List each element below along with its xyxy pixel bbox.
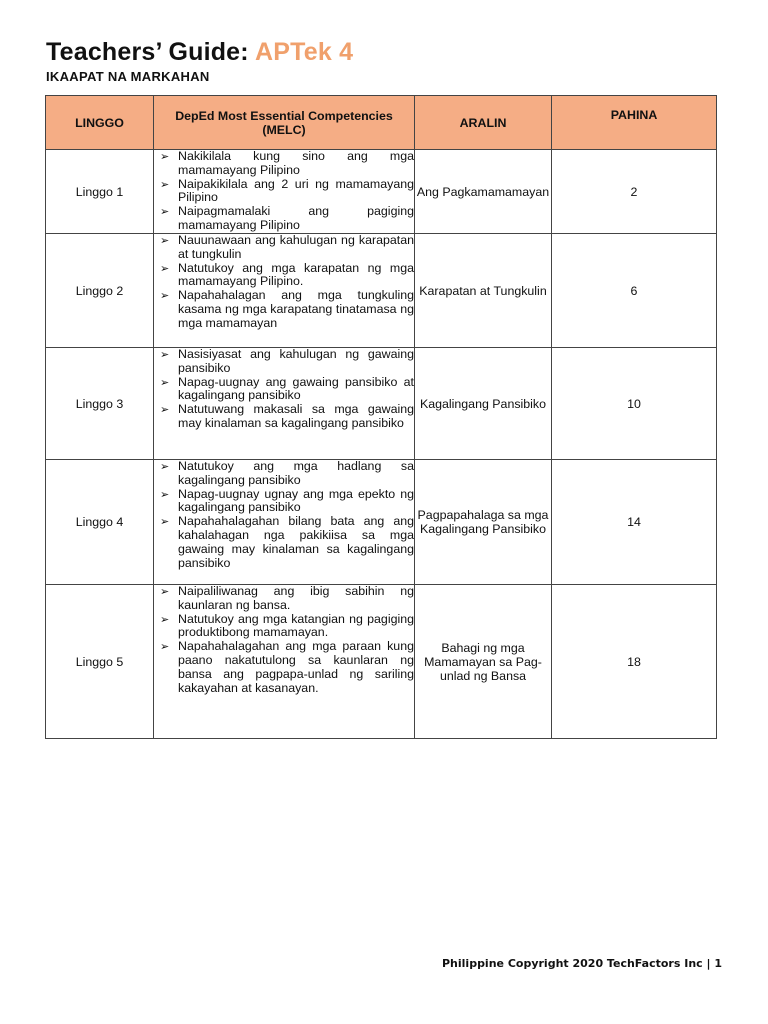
competencies-cell <box>154 234 415 348</box>
competency-item: ➢ Nauunawaan ang kahulugan ng karapatan at tungkulin <box>154 234 414 262</box>
pahina-cell: 10 <box>552 348 717 460</box>
competency-list <box>154 585 414 695</box>
table-row <box>46 234 717 348</box>
competency-item: ➢ Naipagmamalaki ang pagiging mamamayang Pilipino <box>154 205 414 233</box>
table-header-row <box>46 96 717 150</box>
competency-list <box>154 348 414 431</box>
competency-item: ➢ Natutukoy ang mga karapatan ng mga mamamayang Pilipino. <box>154 262 414 290</box>
week-cell: Linggo 2 <box>46 234 154 348</box>
pahina-cell: 18 <box>552 585 717 739</box>
aralin-cell: Ang Pagkamamamayan <box>415 150 552 234</box>
competency-item: ➢ Nasisiyasat ang kahulugan ng gawaing pansibiko <box>154 348 414 376</box>
curriculum-table <box>45 95 717 739</box>
week-cell: Linggo 5 <box>46 585 154 739</box>
pahina-cell: 6 <box>552 234 717 348</box>
competency-item: ➢ Naipaliliwanag ang ibig sabihin ng kaunlaran ng bansa. <box>154 585 414 613</box>
title-text: Teachers’ Guide: <box>46 38 256 66</box>
competency-item: ➢ Natutuwang makasali sa mga gawaing may kinalaman sa kagalingang pansibiko <box>154 403 414 431</box>
column-header-melc: DepEd Most Essential Competencies (MELC) <box>154 96 415 150</box>
competency-item: ➢ Nakikilala kung sino ang mga mamamayang Pilipino <box>154 150 414 178</box>
quarter-subtitle: IKAAPAT NA MARKAHAN <box>46 69 210 84</box>
pahina-cell: 14 <box>552 460 717 585</box>
aralin-cell: Pagpapahalaga sa mga Kagalingang Pansibiko <box>415 460 552 585</box>
competency-item: ➢ Napag-uugnay ugnay ang mga epekto ng kagalingang pansibiko <box>154 488 414 516</box>
page-title <box>46 38 353 67</box>
competency-item: ➢ Natutukoy ang mga hadlang sa kagalingang pansibiko <box>154 460 414 488</box>
competency-item: ➢ Napahahalagahan ang mga paraan kung paano nakatutulong sa kaunlaran ng bansa ang pagpapa-unlad ng sariling kakayahan at kasanayan. <box>154 640 414 695</box>
competencies-cell <box>154 585 415 739</box>
column-header-pahina: PAHINA <box>552 96 717 150</box>
competencies-cell <box>154 460 415 585</box>
competencies-cell <box>154 348 415 460</box>
competency-item: ➢ Napag-uugnay ang gawaing pansibiko at kagalingang pansibiko <box>154 376 414 404</box>
week-cell: Linggo 4 <box>46 460 154 585</box>
table-row <box>46 460 717 585</box>
aralin-cell: Kagalingang Pansibiko <box>415 348 552 460</box>
week-cell: Linggo 1 <box>46 150 154 234</box>
competency-list <box>154 234 414 331</box>
competency-item: ➢ Naipakikilala ang 2 uri ng mamamayang Pilipino <box>154 178 414 206</box>
column-header-aralin: ARALIN <box>415 96 552 150</box>
table-row <box>46 150 717 234</box>
competencies-cell <box>154 150 415 234</box>
copyright-footer: Philippine Copyright 2020 TechFactors Inc | 1 <box>441 957 722 970</box>
pahina-cell: 2 <box>552 150 717 234</box>
aralin-cell: Bahagi ng mga Mamamayan sa Pag-unlad ng Bansa <box>415 585 552 739</box>
table-row <box>46 585 717 739</box>
week-cell: Linggo 3 <box>46 348 154 460</box>
column-header-linggo: LINGGO <box>46 96 154 150</box>
competency-item: ➢ Napahahalagan ang mga tungkuling kasama ng mga karapatang tinatamasa ng mga mamamayan <box>154 289 414 330</box>
competency-item: ➢ Natutukoy ang mga katangian ng pagiging produktibong mamamayan. <box>154 613 414 641</box>
competency-list <box>154 150 414 233</box>
title-accent: APTek 4 <box>255 38 354 66</box>
competency-item: ➢ Napahahalagahan bilang bata ang ang kahalahagan nga pakikiisa sa mga gawaing may kinalaman sa kagalingang pansibiko <box>154 515 414 570</box>
table-row <box>46 348 717 460</box>
aralin-cell: Karapatan at Tungkulin <box>415 234 552 348</box>
competency-list <box>154 460 414 570</box>
